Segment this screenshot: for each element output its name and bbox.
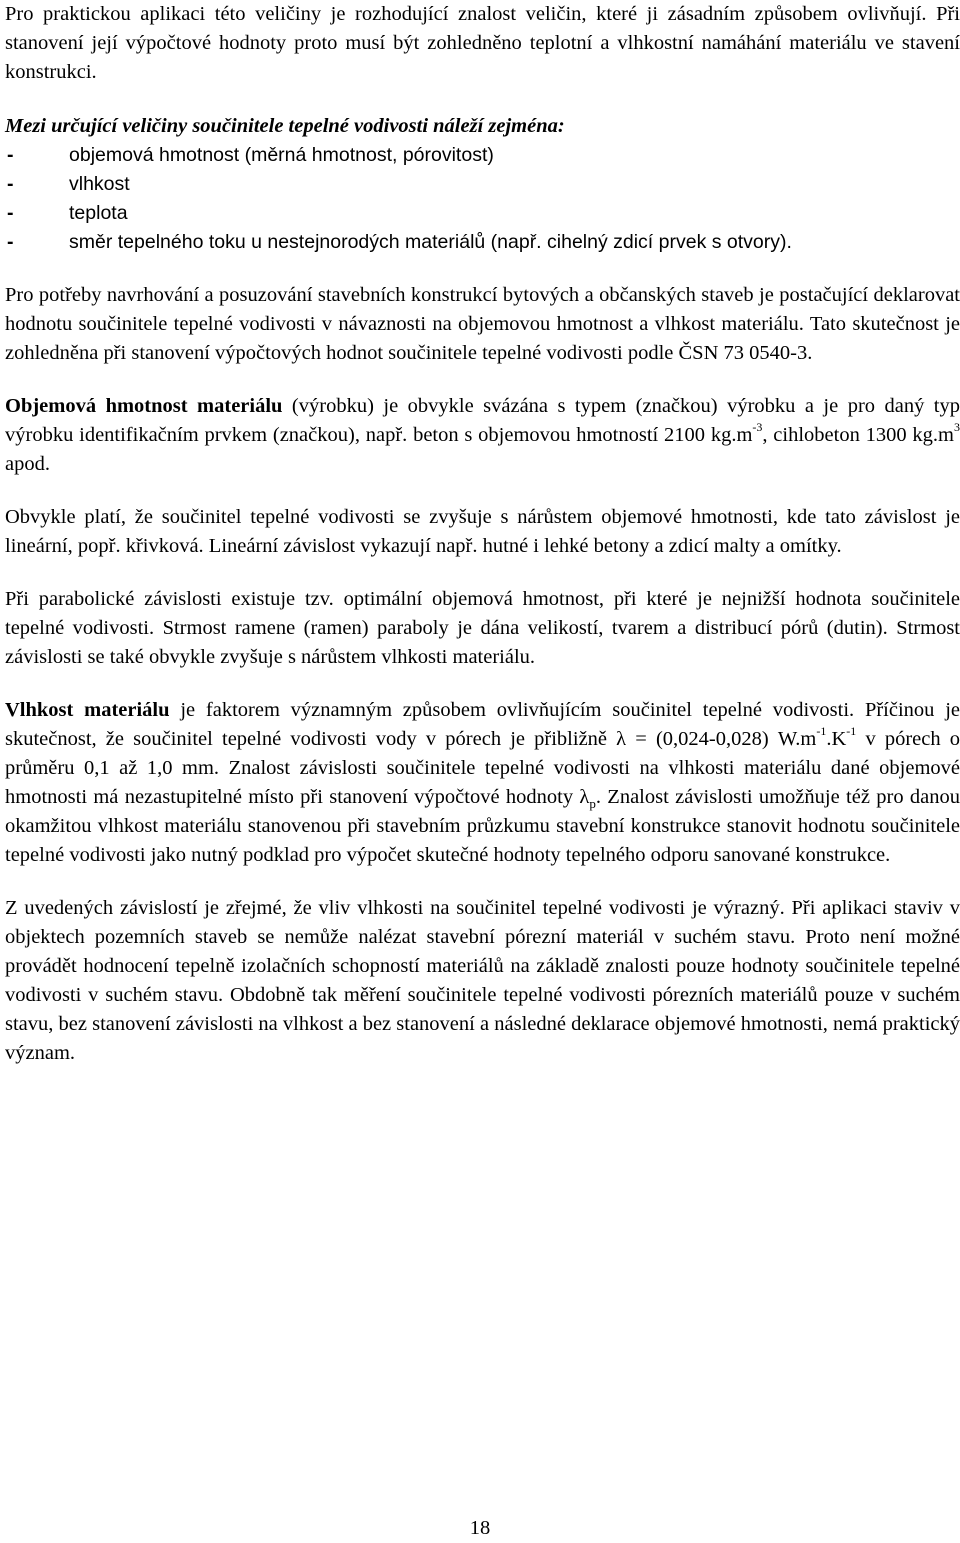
lambda-subscript: p [589,796,596,812]
list-item-text: teplota [69,202,128,224]
list-item [5,199,960,228]
dash-bullet: - [7,144,14,166]
list-item-text: objemová hmotnost (měrná hmotnost, pórovitost) [69,144,494,166]
list-item-text: vlhkost [69,173,130,195]
moisture-text-a: je faktorem významným způsobem ovlivňujícím součinitel tepelné vodivosti. Příčinou je skutečnost, že součinitel tepelné vodivosti vody v pórech je přibližně λ = (0,024-0,028) W.m [5,699,960,750]
dash-bullet: - [7,231,14,253]
intro-paragraph: Pro praktickou aplikaci této veličiny je rozhodující znalost veličin, které ji zásadním způsobem ovlivňují. Při stanovení její výpočtové hodnoty proto musí být zohledněno teplotní a vlhkostní namáhání materiálu ve stavení konstrukci. [5,3,960,83]
page-number: 18 [469,1517,491,1539]
list-heading: Mezi určující veličiny součinitele tepelné vodivosti náleží zejména: [5,115,565,137]
conclusion-paragraph: Z uvedených závislostí je zřejmé, že vliv vlhkosti na součinitel tepelné vodivosti je výrazný. Při aplikaci staviv v objektech pozemních staveb se nemůže nalézat stavební pórezní materiál v suchém stavu. Proto není možné provádět hodnocení tepelně izolačních schopností materiálů na základě znalosti pouze hodnoty součinitele tepelné vodivosti v suchém stavu. Obdobně tak měření součinitele tepelné vodivosti pórezních materiálů pouze v suchém stavu, bez stanovení závislosti na vlhkost a bez stanovení a následné deklarace objemové hmotnosti, nemá praktický význam. [5,897,960,1064]
determinants-list [5,141,960,257]
density-text-a: (výrobku) je obvykle svázána s typem (značkou) výrobku a je pro daný typ výrobku identifikačním prvkem (značkou), např. beton s objemovou hmotností 2100 kg.m [5,395,960,446]
list-item [5,170,960,199]
density-text-b: , cihlobeton 1300 kg.m [762,424,954,446]
list-item-text: směr tepelného toku u nestejnorodých materiálů (např. cihelný zdicí prvek s otvory). [69,231,792,253]
document-page [5,0,960,1068]
moisture-exponent-a: -1 [816,724,827,739]
moisture-exponent-b: -1 [846,724,857,739]
density-exponent-b: 3 [954,420,960,435]
moisture-text-b: .K [826,728,847,750]
design-paragraph: Pro potřeby navrhování a posuzování stavebních konstrukcí bytových a občanských staveb je postačující deklarovat hodnotu součinitele tepelné vodivosti v návaznosti na objemovou hmotnost a vlhkost materiálu. Tato skutečnost je zohledněna při stanovení výpočtových hodnot součinitele tepelné vodivosti podle ČSN 73 0540-3. [5,284,960,364]
dash-bullet: - [7,202,14,224]
density-term: Objemová hmotnost materiálu [5,395,283,417]
density-paragraph [5,392,960,479]
density-text-c: apod. [5,453,50,475]
moisture-paragraph [5,696,960,870]
list-item [5,228,960,257]
moisture-term: Vlhkost materiálu [5,699,170,721]
moisture-text-c: v pórech o průměru 0,1 až 1,0 mm. Znalost závislosti součinitele tepelné vodivosti na vlhkosti materiálu dané objemové hmotnosti má nezastupitelné místo při stanovení výpočtové hodnoty λ [5,728,960,808]
determinants-section [5,112,960,257]
moisture-text-d: . Znalost závislosti umožňuje též pro danou okamžitou vlhkost materiálu stanovenou při stavebním průzkumu stavební konstrukce stanovit hodnotu součinitele tepelné vodivosti jako nutný podklad pro výpočet skutečné hodnoty tepelného odporu sanované konstrukce. [5,786,960,866]
dash-bullet: - [7,173,14,195]
list-item [5,141,960,170]
density-exponent-a: -3 [752,420,763,435]
linear-dependence-paragraph: Obvykle platí, že součinitel tepelné vodivosti se zvyšuje s nárůstem objemové hmotnosti, kde tato závislost je lineární, popř. křivková. Lineární závislost vykazují např. hutné i lehké betony a zdicí malty a omítky. [5,506,960,557]
parabolic-dependence-paragraph: Při parabolické závislosti existuje tzv. optimální objemová hmotnost, při které je nejnižší hodnota součinitele tepelné vodivosti. Strmost ramene (ramen) paraboly je dána velikostí, tvarem a distribucí pórů (dutin). Strmost závislosti se také obvykle zvyšuje s nárůstem vlhkosti materiálu. [5,588,960,668]
